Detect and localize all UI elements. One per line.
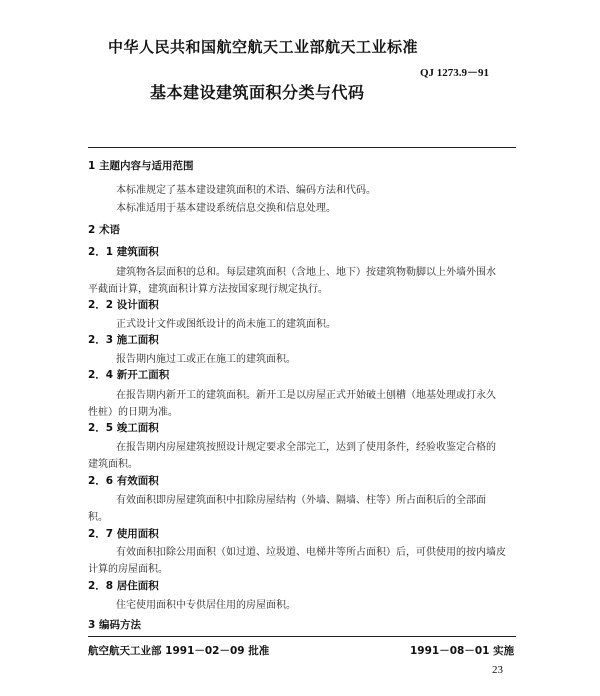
document-title: 基本建设建筑面积分类与代码 (150, 83, 365, 102)
term-2-3-heading: 2．3 施工面积 (88, 334, 159, 346)
term-2-1-line-2: 平截面计算，建筑面积计算方法按国家现行规定执行。 (88, 284, 328, 295)
term-2-1-heading: 2．1 建筑面积 (88, 246, 159, 258)
term-2-6-line-2: 积。 (88, 512, 108, 523)
section-1-paragraph-1: 本标准规定了基本建设建筑面积的术语、编码方法和代码。 (116, 185, 376, 196)
top-divider (88, 147, 516, 148)
approval-line: 航空航天工业部 1991－02－09 批准 (88, 645, 270, 657)
term-2-2-heading: 2．2 设计面积 (88, 299, 159, 311)
section-1-paragraph-2: 本标准适用于基本建设系统信息交换和信息处理。 (116, 203, 336, 214)
standard-organization-header: 中华人民共和国航空航天工业部航天工业标准 (108, 38, 419, 56)
standard-code: QJ 1273.9－91 (420, 67, 490, 79)
term-2-1-line-1: 建筑物各层面积的总和。每层建筑面积（含地上、地下）按建筑物勒脚以上外墙外围水 (116, 267, 496, 278)
term-2-8-heading: 2．8 居住面积 (88, 580, 159, 592)
implementation-line: 1991－08－01 实施 (410, 645, 515, 657)
section-1-heading: 1 主题内容与适用范围 (88, 160, 194, 172)
term-2-4-heading: 2．4 新开工面积 (88, 369, 170, 381)
term-2-8-line-1: 住宅使用面积中专供居住用的房屋面积。 (116, 600, 296, 611)
term-2-3-line-1: 报告期内施过工或正在施工的建筑面积。 (116, 354, 296, 365)
page-number: 23 (492, 664, 503, 676)
section-3-heading: 3 编码方法 (88, 619, 141, 631)
term-2-6-line-1: 有效面积即房屋建筑面积中扣除房屋结构（外墙、隔墙、柱等）所占面积后的全部面 (116, 495, 486, 506)
term-2-4-line-1: 在报告期内新开工的建筑面积。新开工是以房屋正式开始破土刨槽（地基处理或打永久 (116, 390, 496, 401)
term-2-5-line-2: 建筑面积。 (88, 459, 138, 470)
bottom-divider (88, 636, 516, 637)
section-2-heading: 2 术语 (88, 224, 120, 236)
term-2-6-heading: 2．6 有效面积 (88, 475, 159, 487)
term-2-5-heading: 2．5 竣工面积 (88, 422, 159, 434)
term-2-4-line-2: 性桩）的日期为准。 (88, 407, 178, 418)
term-2-7-line-2: 计算的房屋面积。 (88, 564, 168, 575)
term-2-7-heading: 2．7 使用面积 (88, 528, 159, 540)
term-2-7-line-1: 有效面积扣除公用面积（如过道、垃圾道、电梯井等所占面积）后，可供使用的按内墙皮 (116, 547, 506, 558)
term-2-5-line-1: 在报告期内房屋建筑按照设计规定要求全部完工，达到了使用条件，经验收鉴定合格的 (116, 442, 496, 453)
term-2-2-line-1: 正式设计文件或图纸设计的尚未施工的建筑面积。 (116, 319, 336, 330)
